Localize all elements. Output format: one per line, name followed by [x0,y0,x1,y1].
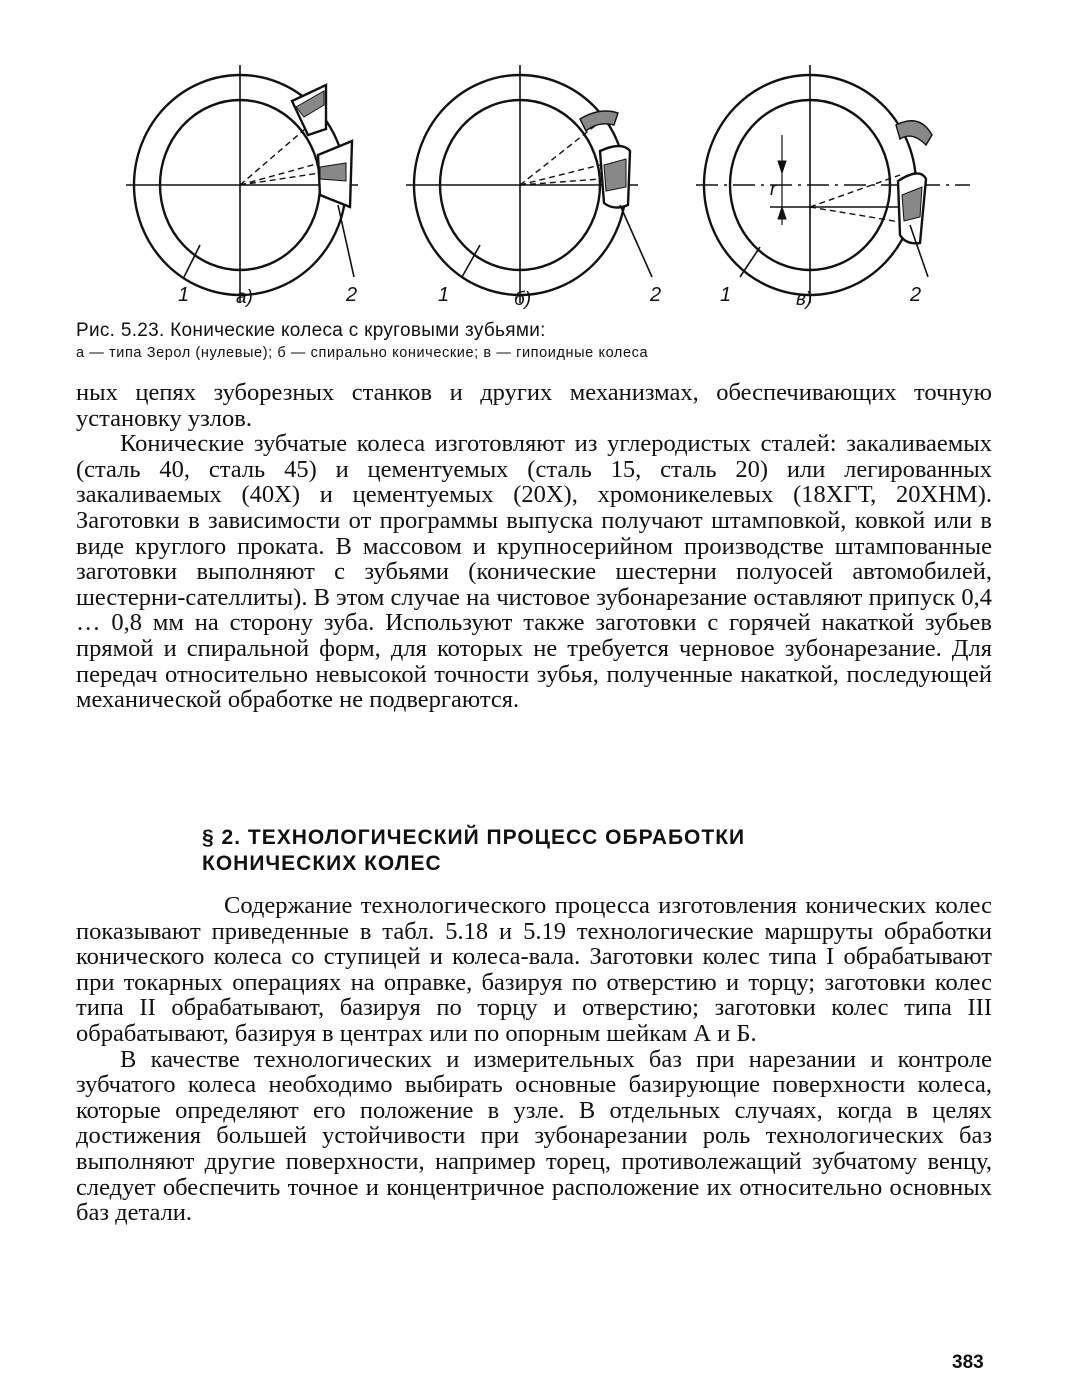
label-c-letter: в) [796,289,813,310]
paragraph: ных цепях зуборезных станков и других механизмах, обеспечивающих точную установку узлов. [76,379,992,432]
gear-diagrams [120,55,970,320]
gear-diagram-a [126,65,358,303]
page-number: 383 [952,1352,984,1373]
dim-label-r: r [770,179,777,200]
label-b-2: 2 [650,284,662,306]
section-heading [202,825,922,877]
section-heading-line: § 2. ТЕХНОЛОГИЧЕСКИЙ ПРОЦЕСС ОБРАБОТКИ [202,826,746,849]
label-a-letter: а) [236,287,253,308]
paragraph: Содержание технологического процесса изготовления конических колес показывают приведенные в табл. 5.18 и 5.19 технологические маршруты обработки конического колеса со ступицей и колеса-вала. Заготовки колес типа I обрабатывают при токарных операциях на оправке, базируя по отверстию и торцу; заготовки колес типа II обрабатывают, базируя по торцу и отверстию; заготовки колес типа III обрабатывают, базируя в центрах или по опорным шейкам А и Б. [76,892,992,1047]
caption-legend: а — типа Зерол (нулевые); б — спирально конические; в — гипоидные колеса [76,345,649,361]
label-b-1: 1 [438,284,450,306]
paragraph: Конические зубчатые колеса изготовляют из углеродистых сталей: закаливаемых (сталь 40, сталь 45) и цементуемых (сталь 15, сталь 20) или легированных закаливаемых (40Х) и цементуемых (20Х), хромоникелевых (18ХГТ, 20ХНМ). Заготовки в зависимости от программы выпуска получают штамповкой, ковкой или в виде круглого проката. В массовом и крупносерийном производстве штампованные заготовки выполняют с зубьями (конические шестерни полуосей автомобилей, шестерни-сателлиты). В этом случае на чистовое зубонарезание оставляют припуск 0,4 … 0,8 мм на сторону зуба. Используют также заготовки с горячей накаткой зубьев прямой и спиральной форм, для которых не требуется черновое зубонарезание. Для передач относительно невысокой точности зубья, полученные накаткой, последующей механической обработке не подвергаются. [76,430,992,714]
paragraph: В качестве технологических и измерительных баз при нарезании и контроле зубчатого колеса необходимо выбирать основные базирующие поверхности колеса, которые определяют его положение в узле. В отдельных случаях, когда в целях достижения большей устойчивости при зубонарезании роль технологических баз выполняют другие поверхности, например торец, противолежащий зубчатому венцу, следует обеспечить точное и концентричное расположение их относительно основных баз детали. [76,1045,992,1227]
label-c-1: 1 [720,284,732,306]
caption-title: Рис. 5.23. Конические колеса с круговыми зубьями: [76,320,546,341]
figure-caption [76,320,916,361]
body-text-bottom [76,893,992,1226]
label-b-letter: б) [514,289,532,310]
label-c-2: 2 [910,284,922,306]
figure-conical-gears [120,55,970,320]
label-a-1: 1 [178,284,190,306]
gear-diagram-c [696,65,970,303]
label-a-2: 2 [346,284,358,306]
section-heading-line: КОНИЧЕСКИХ КОЛЕС [202,852,442,875]
gear-diagram-b [406,65,652,303]
body-text-top [76,380,992,713]
